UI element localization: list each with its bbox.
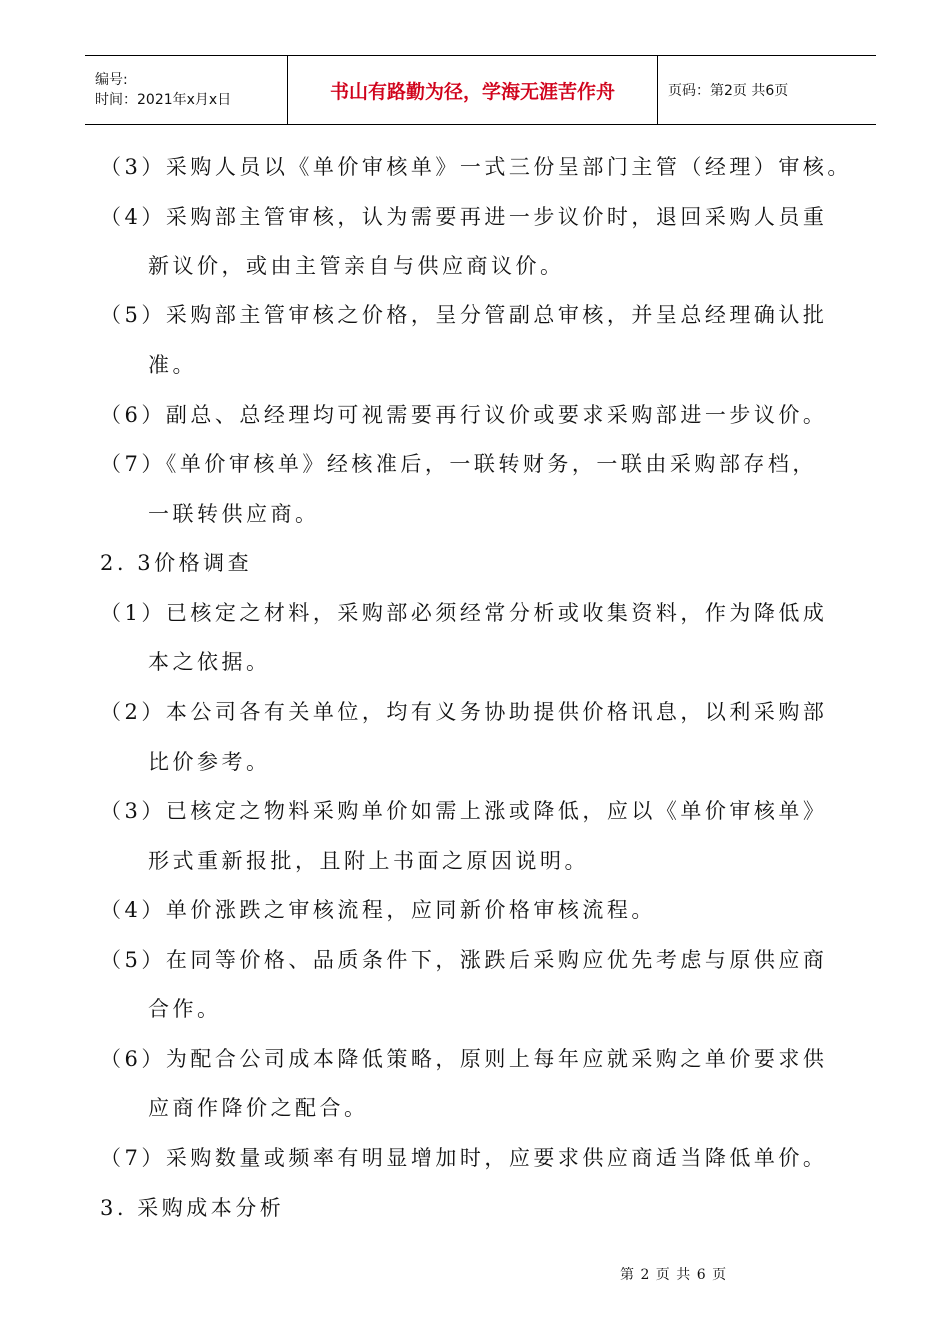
- body-line: （4）单价涨跌之审核流程，应同新价格审核流程。: [100, 898, 656, 922]
- body-line: （6）副总、总经理均可视需要再行议价或要求采购部进一步议价。: [100, 403, 828, 427]
- body-line: 本之依据。: [148, 650, 271, 674]
- header-meta: [85, 56, 288, 124]
- page-info-text: 页码：第2页 共6页: [668, 83, 789, 99]
- body-line: 形式重新报批，且附上书面之原因说明。: [148, 849, 589, 873]
- body-line: 准。: [148, 353, 197, 377]
- body-line: （5）采购部主管审核之价格，呈分管副总审核，并呈总经理确认批: [100, 303, 828, 327]
- body-line: （3）采购人员以《单价审核单》一式三份呈部门主管（经理）审核。: [100, 155, 852, 179]
- page-header: [85, 55, 876, 125]
- body-line: （5）在同等价格、品质条件下，涨跌后采购应优先考虑与原供应商: [100, 948, 828, 972]
- header-page-info: [658, 56, 876, 124]
- section-heading: 3. 采购成本分析: [100, 1196, 285, 1220]
- body-line: （6）为配合公司成本降低策略，原则上每年应就采购之单价要求供: [100, 1047, 828, 1071]
- document-time-label: 时间：2021年x月x日: [95, 92, 232, 108]
- body-line: （1）已核定之材料，采购部必须经常分析或收集资料，作为降低成: [100, 601, 828, 625]
- body-line: （3）已核定之物料采购单价如需上涨或降低，应以《单价审核单》: [100, 799, 828, 823]
- header-motto: [288, 56, 658, 124]
- footer-page-number: 第 2 页 共 6 页: [620, 1267, 728, 1283]
- body-line: （7）《单价审核单》经核准后，一联转财务，一联由采购部存档，: [100, 452, 817, 476]
- body-line: 一联转供应商。: [148, 502, 320, 526]
- body-line: 比价参考。: [148, 750, 271, 774]
- page-footer: [620, 1264, 727, 1284]
- body-line: 应商作降价之配合。: [148, 1096, 369, 1120]
- body-line: 合作。: [148, 997, 222, 1021]
- body-line: （7）采购数量或频率有明显增加时，应要求供应商适当降低单价。: [100, 1146, 828, 1170]
- motto-text: 书山有路勤为径，学海无涯苦作舟: [329, 80, 615, 103]
- document-number-label: 编号:: [95, 72, 128, 88]
- body-line: （2）本公司各有关单位，均有义务协助提供价格讯息，以利采购部: [100, 700, 828, 724]
- body-line: （4）采购部主管审核，认为需要再进一步议价时，退回采购人员重: [100, 205, 828, 229]
- body-line: 新议价，或由主管亲自与供应商议价。: [148, 254, 565, 278]
- section-heading: 2. 3价格调查: [100, 551, 253, 575]
